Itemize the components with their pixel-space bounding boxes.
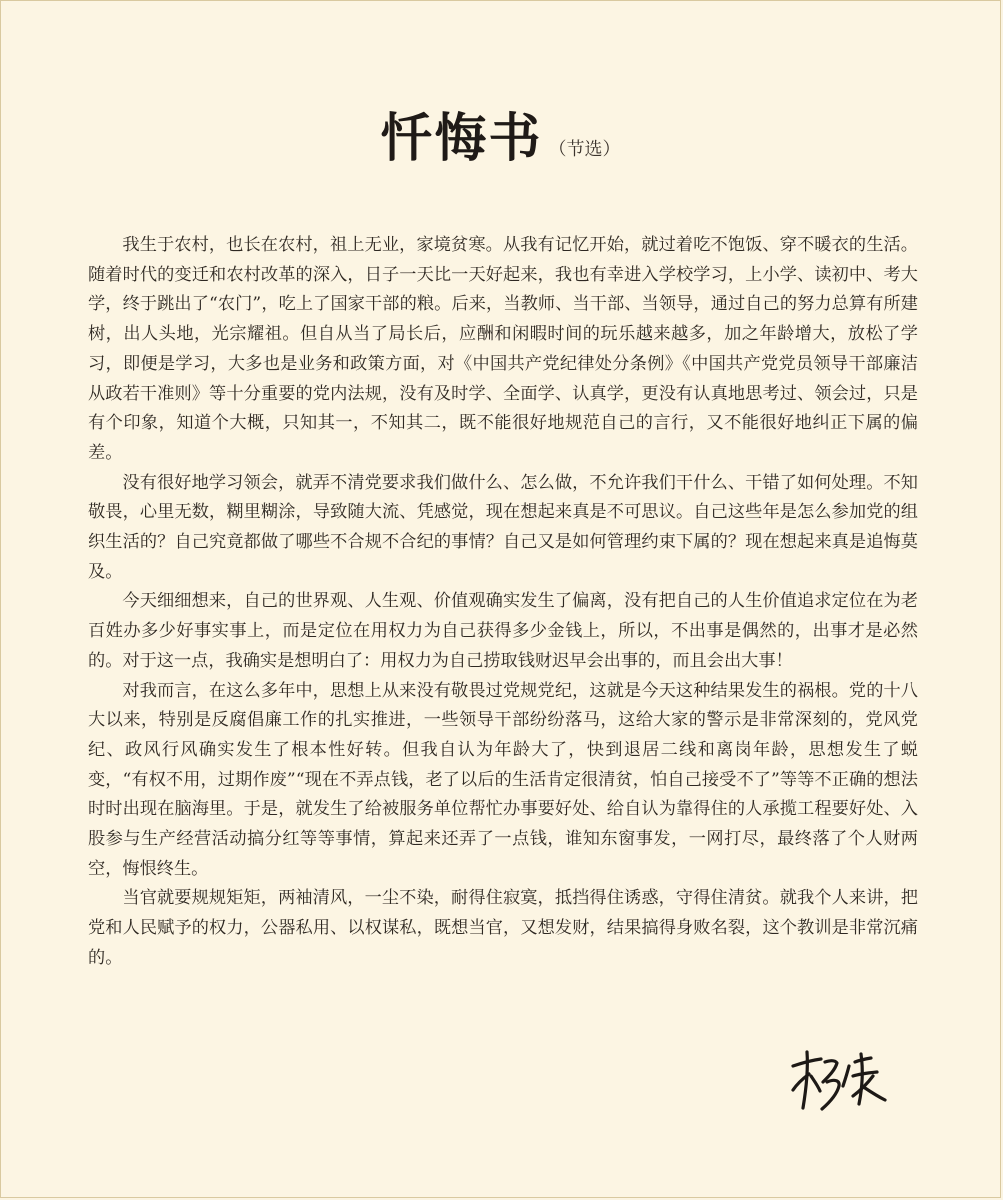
paragraph-2: 没有很好地学习领会，就弄不清党要求我们做什么、怎么做，不允许我们干什么、干错了如何处理。不知敬畏，心里无数，糊里糊涂，导致随大流、凭感觉，现在想起来真是不可思议。自己这些年是怎么参加党的组织生活的？自己究竟都做了哪些不合规不合纪的事情？自己又是如何管理约束下属的？现在想起来真是追悔莫及。	[88, 472, 918, 582]
paragraph-3: 今天细细想来，自己的世界观、人生观、价值观确实发生了偏离，没有把自己的人生价值追求定位在为老百姓办多少好事实事上，而是定位在用权力为自己获得多少金钱上，所以，不出事是偶然的，出事才是必然的。对于这一点，我确实是想明白了：用权力为自己捞取钱财迟早会出事的，而且会出大事！	[88, 591, 918, 671]
paragraph-4: 对我而言，在这么多年中，思想上从来没有敬畏过党规党纪，这就是今天这种结果发生的祸根。党的十八大以来，特别是反腐倡廉工作的扎实推进，一些领导干部纷纷落马，这给大家的警示是非常深刻的，党风党纪、政风行风确实发生了根本性好转。但我自认为年龄大了，快到退居二线和离岗年龄，思想发生了蜕变，“有权不用，过期作废”“现在不弄点钱，老了以后的生活肯定很清贫，怕自己接受不了”等等不正确的想法时时出现在脑海里。于是，就发生了给被服务单位帮忙办事要好处、给自认为靠得住的人承揽工程要好处、入股参与生产经营活动搞分红等等事情，算起来还弄了一点钱，谁知东窗事发，一网打尽，最终落了个人财两空，悔恨终生。	[88, 680, 918, 879]
handwritten-signature	[787, 1046, 897, 1116]
page-title: 忏悔书	[380, 108, 543, 169]
paragraph-1: 我生于农村，也长在农村，祖上无业，家境贫寒。从我有记忆开始，就过着吃不饱饭、穿不暖衣的生活。随着时代的变迁和农村改革的深入，日子一天比一天好起来，我也有幸进入学校学习，上小学、读初中、考大学，终于跳出了“农门”，吃上了国家干部的粮。后来，当教师、当干部、当领导，通过自己的努力总算有所建树，出人头地，光宗耀祖。但自从当了局长后，应酬和闲暇时间的玩乐越来越多，加之年龄增大，放松了学习，即便是学习，大多也是业务和政策方面，对《中国共产党纪律处分条例》《中国共产党党员领导干部廉洁从政若干准则》等十分重要的党内法规，没有及时学、全面学、认真学，更没有认真地思考过、领会过，只是有个印象，知道个大概，只知其一，不知其二，既不能很好地规范自己的言行，又不能很好地纠正下属的偏差。	[88, 235, 918, 463]
page-subtitle: （节选）	[548, 139, 621, 160]
document-body	[88, 231, 918, 974]
title-block	[1, 96, 1000, 171]
paragraph-5: 当官就要规规矩矩，两袖清风，一尘不染，耐得住寂寞，抵挡得住诱惑，守得住清贫。就我个人来讲，把党和人民赋予的权力，公器私用、以权谋私，既想当官，又想发财，结果搞得身败名裂，这个教训是非常沉痛的。	[88, 888, 918, 968]
